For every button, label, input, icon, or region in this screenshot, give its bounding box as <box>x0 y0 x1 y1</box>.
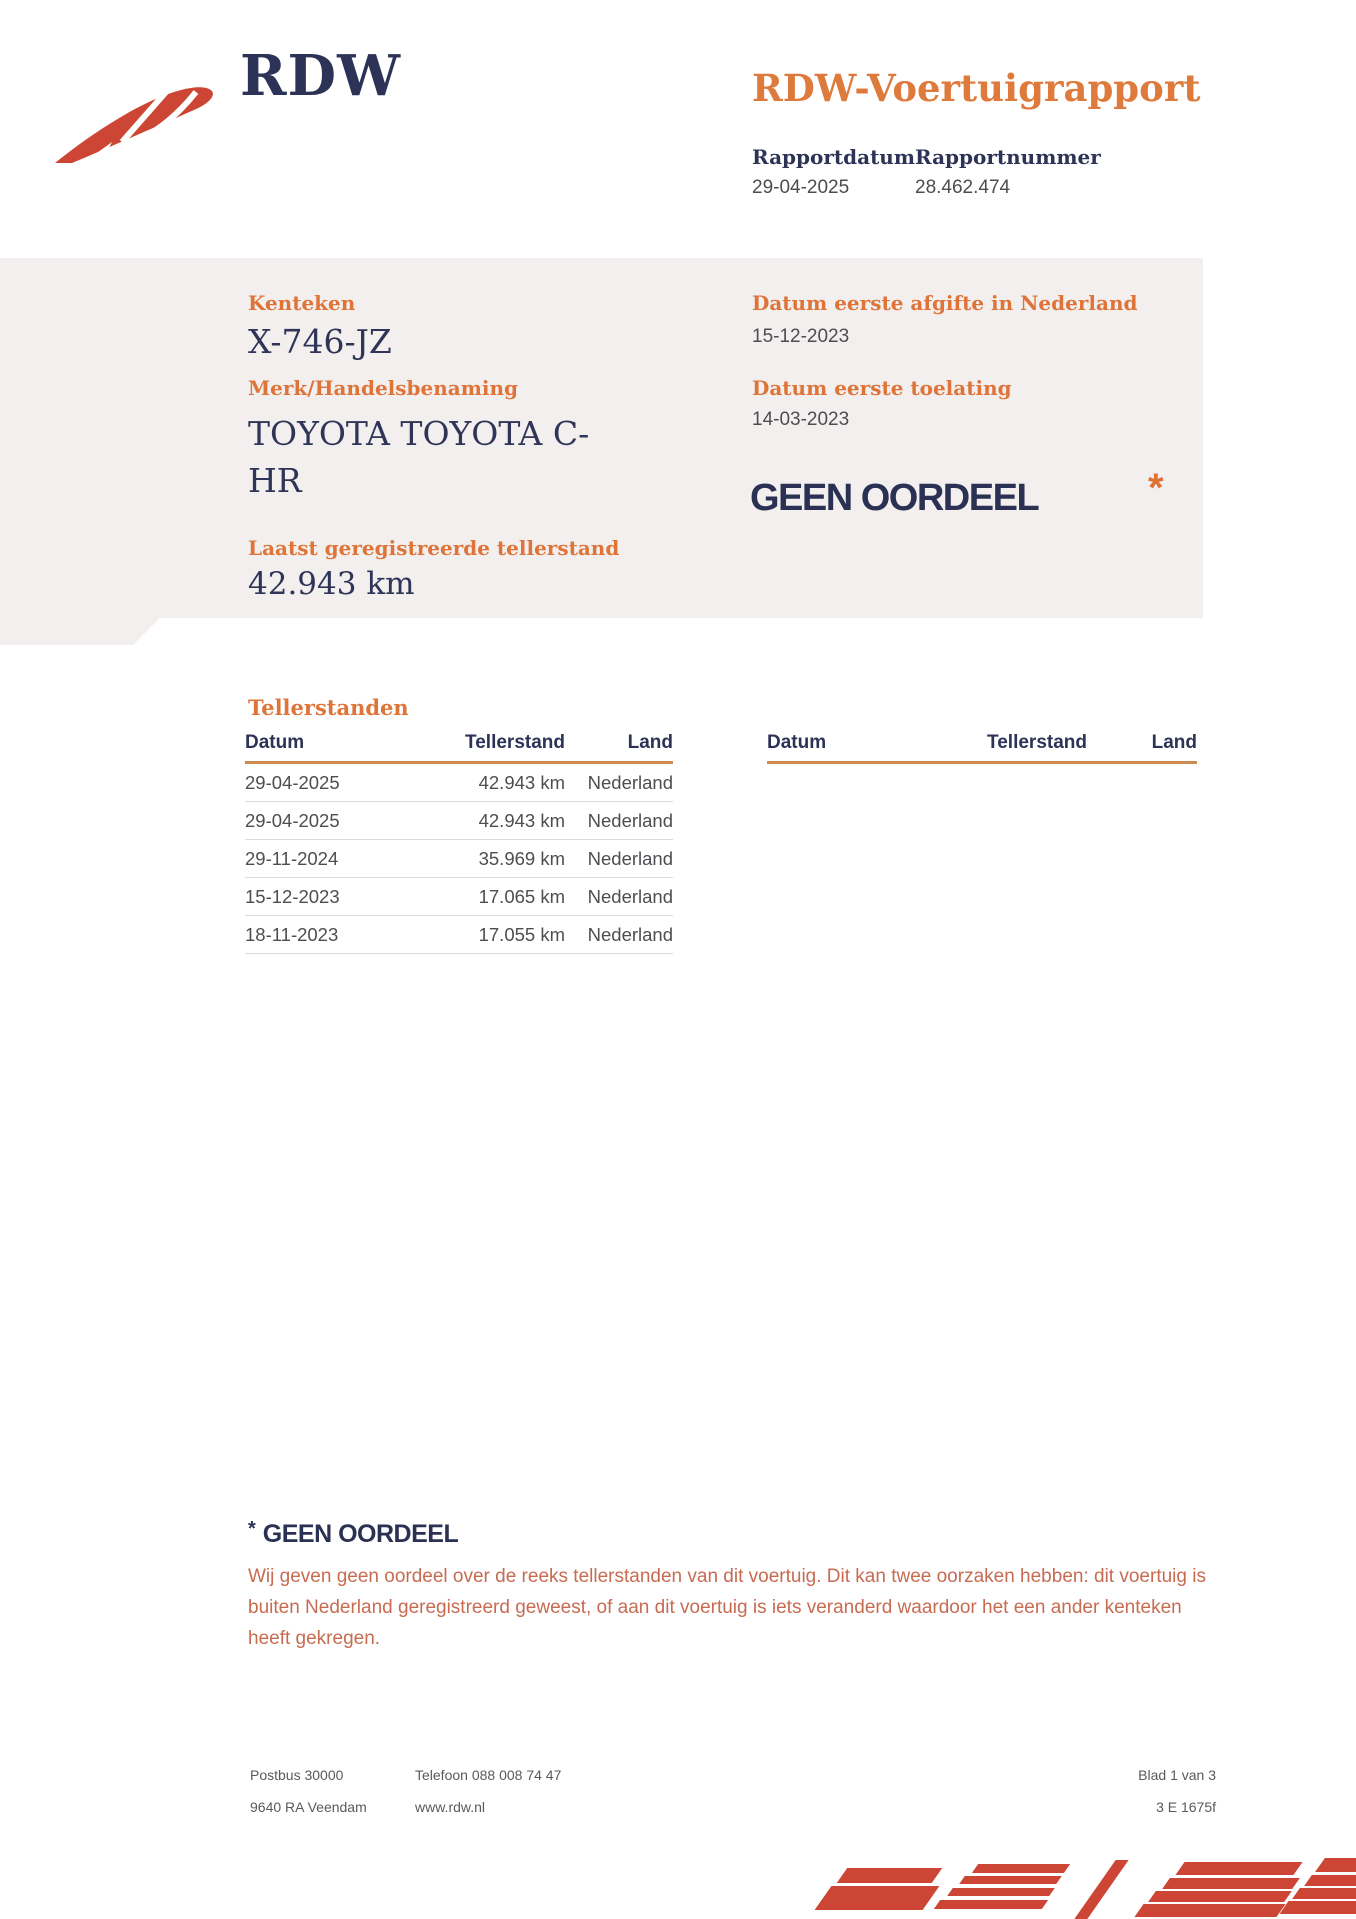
column-header-datum: Datum <box>245 732 305 753</box>
footnote-asterisk-marker: * <box>248 1518 256 1540</box>
column-header-datum: Datum <box>767 732 827 753</box>
footnote-title: GEEN OORDEEL <box>262 1520 459 1548</box>
cell-datum: 29-04-2025 <box>245 809 340 831</box>
cell-tellerstand: 17.065 km <box>478 885 565 907</box>
tellerstanden-section-title: Tellerstanden <box>248 695 409 720</box>
kenteken-label: Kenteken <box>248 291 356 315</box>
column-header-tellerstand: Tellerstand <box>465 732 565 753</box>
cell-datum: 29-04-2025 <box>245 771 340 793</box>
rdw-wing-logo-icon <box>52 72 220 168</box>
table-row <box>245 916 673 954</box>
table-row <box>245 764 673 802</box>
tellerstanden-table <box>245 731 673 954</box>
footnote-title-row <box>248 1518 458 1549</box>
tellerstand-label: Laatst geregistreerde tellerstand <box>248 536 620 560</box>
kenteken-value: X-746-JZ <box>248 322 392 361</box>
toelating-value: 14-03-2023 <box>752 409 850 430</box>
table-row <box>245 878 673 916</box>
footer-page-number: Blad 1 van 3 <box>1138 1767 1216 1783</box>
afgifte-value: 15-12-2023 <box>752 326 850 347</box>
table-header-row <box>767 731 1197 764</box>
cell-tellerstand: 17.055 km <box>478 923 565 945</box>
cell-datum: 29-11-2024 <box>245 847 339 869</box>
cell-tellerstand: 35.969 km <box>478 847 565 869</box>
cell-tellerstand: 42.943 km <box>478 771 565 793</box>
toelating-label: Datum eerste toelating <box>752 376 1012 400</box>
footer-phone: Telefoon 088 008 74 47 <box>415 1767 562 1783</box>
cell-land: Nederland <box>587 809 673 831</box>
footer-website: www.rdw.nl <box>415 1799 486 1815</box>
merk-value: TOYOTA TOYOTA C-HR <box>248 414 590 500</box>
report-number-value: 28.462.474 <box>915 177 1011 198</box>
footer-city: 9640 RA Veendam <box>250 1799 367 1815</box>
table-row <box>245 840 673 878</box>
afgifte-label: Datum eerste afgifte in Nederland <box>752 291 1138 315</box>
column-header-land: Land <box>627 732 673 753</box>
column-header-land: Land <box>1151 732 1197 753</box>
page-title: RDW-Voertuigrapport <box>752 66 1201 110</box>
logo-wordmark: RDW <box>240 43 401 109</box>
report-date-label: Rapportdatum <box>752 145 916 169</box>
table-header-row <box>245 731 673 764</box>
oordeel-status: GEEN OORDEEL <box>750 477 1039 519</box>
cell-land: Nederland <box>587 923 673 945</box>
cell-land: Nederland <box>587 771 673 793</box>
report-number-label: Rapportnummer <box>915 145 1101 169</box>
footer-postbus: Postbus 30000 <box>250 1767 344 1783</box>
report-date-value: 29-04-2025 <box>752 177 850 198</box>
cell-tellerstand: 42.943 km <box>478 809 565 831</box>
tellerstanden-table-right <box>767 731 1197 764</box>
table-row <box>245 802 673 840</box>
footer-form-code: 3 E 1675f <box>1156 1799 1216 1815</box>
cell-datum: 18-11-2023 <box>245 923 339 945</box>
merk-label: Merk/Handelsbenaming <box>248 376 519 400</box>
tellerstand-value: 42.943 km <box>248 566 415 602</box>
cell-land: Nederland <box>587 885 673 907</box>
column-header-tellerstand: Tellerstand <box>987 732 1087 753</box>
oordeel-asterisk-marker: * <box>1148 466 1164 510</box>
footnote-body: Wij geven geen oordeel over de reeks tellerstanden van dit voertuig. Dit kan twee oorzaken hebben: dit voertuig is buiten Nederland geregistreerd geweest, of aan dit voertuig is iets veranderd waardoor het een ander kenteken heeft gekregen. <box>248 1566 1206 1649</box>
cell-land: Nederland <box>587 847 673 869</box>
cell-datum: 15-12-2023 <box>245 885 340 907</box>
